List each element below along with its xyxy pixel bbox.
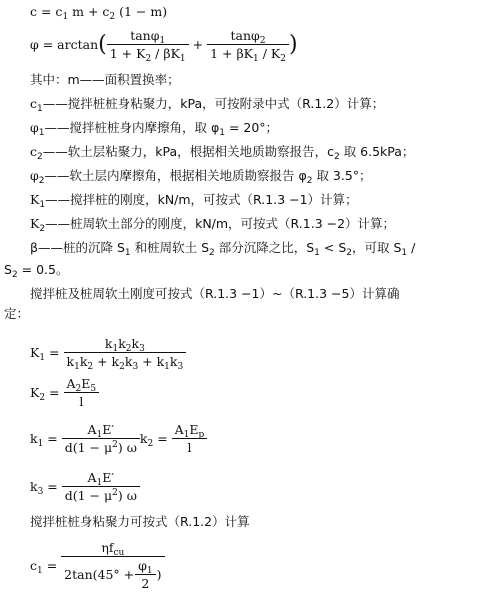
text-line-c2: $c_2——$软土层粘聚力，kPa，根据相关地质勘察报告，$c_2$ 取 6.5kPa； — [30, 144, 415, 162]
text-line-K2: $K_2——$桩周软土部分的刚度，kN/m，可按式（R.1.3 −2）计算； — [30, 216, 396, 234]
text-line-stiffness-cont: 定： — [4, 306, 30, 321]
equation-k1-k2: $k_1$ = $\frac{A_1E'}{d(1 - \mu^2) \omega}$ $k_2$ = $\frac{A_1E_p}{l}$ — [30, 422, 207, 455]
text-line-c1-calc: 搅拌桩桩身粘聚力可按式（R.1.2）计算 — [30, 514, 250, 529]
fraction-K2: $\frac{A_2E_5}{l}$ — [64, 376, 100, 409]
fraction-c1: $\eta f_{cu}$ 2tan(45° + $\frac{\varphi_1}{2}$ ) — [61, 540, 164, 591]
equation-c: $c = c_1$ $m + c_2$ (1 − m) — [30, 4, 168, 22]
text-line-beta-cont: $S_2 = 0.5$。 — [4, 262, 69, 280]
fraction-K1: $\frac{k_1k_2k_3}{k_1k_2 + k_2k_3 + k_1k_3}$ — [64, 336, 187, 369]
equation-phi: φ = arctan ( $\frac{\tan\varphi_1}{1 + K_2 / \beta K_1}$ + $\frac{\tan\varphi_2}{1 + \beta K_1 / K_2}$ ) — [30, 28, 298, 64]
equation-K2: $K_2$ = $\frac{A_2E_5}{l}$ — [30, 376, 99, 409]
text-line-where: 其中：m——面积置换率； — [30, 72, 180, 87]
fraction-k1: $\frac{A_1E'}{d(1 - \mu^2) \omega}$ — [62, 422, 140, 455]
text-line-K1: $K_1——$搅拌桩的刚度，kN/m，可按式（R.1.3 −1）计算； — [30, 192, 358, 210]
equation-c1: $c_1$ = $\eta f_{cu}$ 2tan(45° + $\frac{\varphi_1}{2}$ ) — [30, 540, 165, 591]
text-line-stiffness: 搅拌桩及桩周软土刚度可按式（R.1.3 −1）~（R.1.3 −5）计算确 — [30, 286, 400, 301]
fraction-phi-2: $\frac{\tan\varphi_2}{1 + \beta K_1 / K_2}$ — [207, 28, 289, 61]
text-line-phi2: $\varphi_2——$软土层内摩擦角，根据相关地质勘察报告 $\varphi_2$ 取 3.5°； — [30, 168, 372, 186]
text-line-beta: β——桩的沉降 $S_1$ 和桩周软土 $S_2$ 部分沉降之比，$S_1 < S_2$，可取 $S_1$ / — [30, 240, 416, 258]
text-line-phi1: $\varphi_1——$搅拌桩桩身内摩擦角，取 $\varphi_1 = 20^\circ$； — [30, 120, 279, 138]
fraction-k3: $\frac{A_1E'}{d(1 - \mu^2) \omega}$ — [62, 470, 140, 503]
text-line-c1: $c_1——$搅拌桩桩身粘聚力，kPa，可按附录中式（R.1.2）计算； — [30, 96, 385, 114]
equation-K1: $K_1$ = $\frac{k_1k_2k_3}{k_1k_2 + k_2k_3 + k_1k_3}$ — [30, 336, 186, 369]
equation-k3: $k_3$ = $\frac{A_1E'}{d(1 - \mu^2) \omega}$ — [30, 470, 140, 503]
fraction-phi-1: $\frac{\tan\varphi_1}{1 + K_2 / \beta K_1}$ — [107, 28, 189, 61]
fraction-k2: $\frac{A_1E_p}{l}$ — [172, 422, 208, 455]
